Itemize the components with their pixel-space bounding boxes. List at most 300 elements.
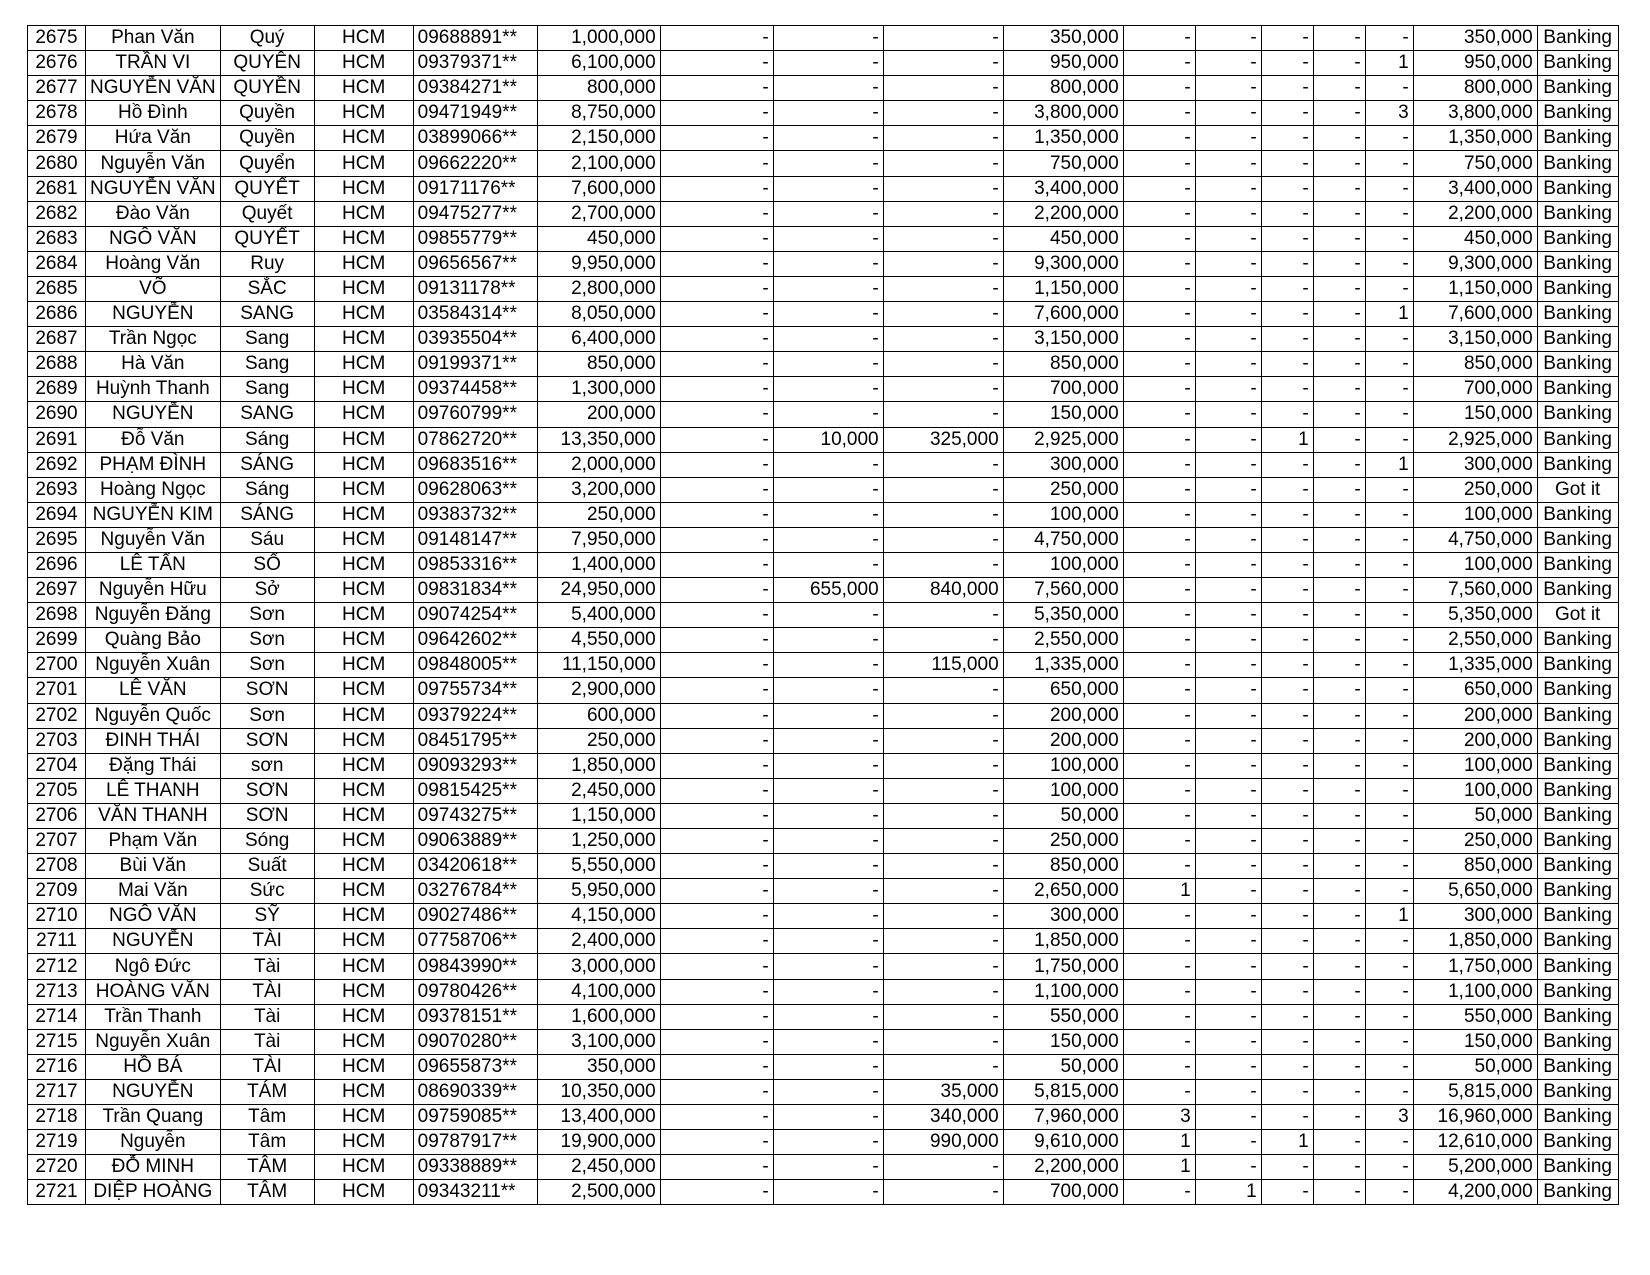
city-cell: HCM bbox=[314, 1105, 413, 1130]
table-row bbox=[28, 854, 1619, 879]
city-cell: HCM bbox=[314, 904, 413, 929]
col-l-cell: - bbox=[1195, 603, 1261, 628]
row-number-cell: 2699 bbox=[28, 628, 86, 653]
col-l-cell: - bbox=[1195, 678, 1261, 703]
col-n-cell: - bbox=[1313, 904, 1365, 929]
phone-cell: 09787917** bbox=[413, 1130, 537, 1155]
total-cell: 150,000 bbox=[1413, 402, 1537, 427]
last-name-cell: NGUYỄN bbox=[86, 1079, 221, 1104]
col-h-cell: - bbox=[773, 1180, 883, 1205]
col-g-cell: - bbox=[660, 251, 773, 276]
amount-cell: 24,950,000 bbox=[537, 578, 660, 603]
row-number-cell: 2696 bbox=[28, 552, 86, 577]
table-row bbox=[28, 151, 1619, 176]
col-m-cell: - bbox=[1261, 1180, 1313, 1205]
payment-method-cell: Banking bbox=[1537, 352, 1618, 377]
col-o-cell: - bbox=[1365, 176, 1413, 201]
col-n-cell: - bbox=[1313, 452, 1365, 477]
phone-cell: 09688891** bbox=[413, 26, 537, 51]
table-row bbox=[28, 904, 1619, 929]
last-name-cell: Nguyễn Hữu bbox=[86, 578, 221, 603]
col-k-cell: - bbox=[1123, 176, 1195, 201]
last-name-cell: TRẦN VI bbox=[86, 51, 221, 76]
total-cell: 2,550,000 bbox=[1413, 628, 1537, 653]
row-number-cell: 2721 bbox=[28, 1180, 86, 1205]
last-name-cell: Quàng Bảo bbox=[86, 628, 221, 653]
col-l-cell: - bbox=[1195, 552, 1261, 577]
last-name-cell: VĂN THANH bbox=[86, 803, 221, 828]
amount-cell: 2,800,000 bbox=[537, 276, 660, 301]
payment-method-cell: Banking bbox=[1537, 703, 1618, 728]
city-cell: HCM bbox=[314, 653, 413, 678]
amount-cell: 250,000 bbox=[537, 728, 660, 753]
col-l-cell: - bbox=[1195, 753, 1261, 778]
col-n-cell: - bbox=[1313, 176, 1365, 201]
phone-cell: 07862720** bbox=[413, 427, 537, 452]
first-name-cell: Sơn bbox=[220, 603, 314, 628]
col-h-cell: - bbox=[773, 1130, 883, 1155]
amount-cell: 2,000,000 bbox=[537, 452, 660, 477]
phone-cell: 03584314** bbox=[413, 302, 537, 327]
col-i-cell: - bbox=[883, 151, 1003, 176]
col-o-cell: - bbox=[1365, 1130, 1413, 1155]
col-n-cell: - bbox=[1313, 778, 1365, 803]
table-row bbox=[28, 879, 1619, 904]
col-l-cell: - bbox=[1195, 377, 1261, 402]
amount-cell: 4,100,000 bbox=[537, 979, 660, 1004]
last-name-cell: LÊ THANH bbox=[86, 778, 221, 803]
payment-method-cell: Banking bbox=[1537, 979, 1618, 1004]
last-name-cell: Trần Quang bbox=[86, 1105, 221, 1130]
subtotal-cell: 9,300,000 bbox=[1003, 251, 1123, 276]
total-cell: 1,150,000 bbox=[1413, 276, 1537, 301]
amount-cell: 450,000 bbox=[537, 226, 660, 251]
first-name-cell: QUYẾT bbox=[220, 226, 314, 251]
col-n-cell: - bbox=[1313, 728, 1365, 753]
amount-cell: 600,000 bbox=[537, 703, 660, 728]
col-g-cell: - bbox=[660, 653, 773, 678]
total-cell: 3,800,000 bbox=[1413, 101, 1537, 126]
col-n-cell: - bbox=[1313, 979, 1365, 1004]
first-name-cell: TÁM bbox=[220, 1079, 314, 1104]
col-i-cell: 340,000 bbox=[883, 1105, 1003, 1130]
table-row bbox=[28, 226, 1619, 251]
payment-method-cell: Banking bbox=[1537, 879, 1618, 904]
col-i-cell: - bbox=[883, 101, 1003, 126]
payment-method-cell: Banking bbox=[1537, 728, 1618, 753]
col-h-cell: - bbox=[773, 76, 883, 101]
col-i-cell: - bbox=[883, 1054, 1003, 1079]
col-l-cell: - bbox=[1195, 302, 1261, 327]
first-name-cell: SÁNG bbox=[220, 452, 314, 477]
row-number-cell: 2677 bbox=[28, 76, 86, 101]
col-h-cell: - bbox=[773, 452, 883, 477]
col-i-cell: 990,000 bbox=[883, 1130, 1003, 1155]
phone-cell: 09027486** bbox=[413, 904, 537, 929]
col-h-cell: - bbox=[773, 854, 883, 879]
amount-cell: 10,350,000 bbox=[537, 1079, 660, 1104]
phone-cell: 09855779** bbox=[413, 226, 537, 251]
col-i-cell: - bbox=[883, 302, 1003, 327]
subtotal-cell: 700,000 bbox=[1003, 1180, 1123, 1205]
amount-cell: 5,400,000 bbox=[537, 603, 660, 628]
col-o-cell: - bbox=[1365, 527, 1413, 552]
col-m-cell: - bbox=[1261, 829, 1313, 854]
city-cell: HCM bbox=[314, 1130, 413, 1155]
col-g-cell: - bbox=[660, 578, 773, 603]
phone-cell: 09683516** bbox=[413, 452, 537, 477]
amount-cell: 5,550,000 bbox=[537, 854, 660, 879]
amount-cell: 2,150,000 bbox=[537, 126, 660, 151]
payment-method-cell: Banking bbox=[1537, 829, 1618, 854]
col-m-cell: - bbox=[1261, 276, 1313, 301]
table-row bbox=[28, 51, 1619, 76]
row-number-cell: 2687 bbox=[28, 327, 86, 352]
row-number-cell: 2691 bbox=[28, 427, 86, 452]
last-name-cell: Hoàng Văn bbox=[86, 251, 221, 276]
total-cell: 1,335,000 bbox=[1413, 653, 1537, 678]
total-cell: 100,000 bbox=[1413, 753, 1537, 778]
col-o-cell: - bbox=[1365, 552, 1413, 577]
table-row bbox=[28, 778, 1619, 803]
first-name-cell: SẮC bbox=[220, 276, 314, 301]
row-number-cell: 2702 bbox=[28, 703, 86, 728]
col-i-cell: - bbox=[883, 226, 1003, 251]
city-cell: HCM bbox=[314, 402, 413, 427]
col-l-cell: - bbox=[1195, 979, 1261, 1004]
col-l-cell: - bbox=[1195, 578, 1261, 603]
col-n-cell: - bbox=[1313, 829, 1365, 854]
col-g-cell: - bbox=[660, 603, 773, 628]
phone-cell: 09070280** bbox=[413, 1029, 537, 1054]
last-name-cell: Đào Văn bbox=[86, 201, 221, 226]
col-i-cell: - bbox=[883, 477, 1003, 502]
first-name-cell: Tài bbox=[220, 954, 314, 979]
phone-cell: 09471949** bbox=[413, 101, 537, 126]
col-n-cell: - bbox=[1313, 803, 1365, 828]
col-i-cell: - bbox=[883, 628, 1003, 653]
first-name-cell: SƠN bbox=[220, 803, 314, 828]
col-o-cell: - bbox=[1365, 1180, 1413, 1205]
city-cell: HCM bbox=[314, 1054, 413, 1079]
last-name-cell: HỒ BÁ bbox=[86, 1054, 221, 1079]
col-i-cell: - bbox=[883, 728, 1003, 753]
subtotal-cell: 2,200,000 bbox=[1003, 1155, 1123, 1180]
last-name-cell: Ngô Đức bbox=[86, 954, 221, 979]
col-i-cell: - bbox=[883, 552, 1003, 577]
total-cell: 200,000 bbox=[1413, 703, 1537, 728]
total-cell: 350,000 bbox=[1413, 26, 1537, 51]
subtotal-cell: 2,925,000 bbox=[1003, 427, 1123, 452]
last-name-cell: NGUYỄN bbox=[86, 402, 221, 427]
col-h-cell: - bbox=[773, 1054, 883, 1079]
amount-cell: 6,100,000 bbox=[537, 51, 660, 76]
city-cell: HCM bbox=[314, 276, 413, 301]
col-l-cell: - bbox=[1195, 703, 1261, 728]
first-name-cell: Quyền bbox=[220, 126, 314, 151]
col-g-cell: - bbox=[660, 1029, 773, 1054]
subtotal-cell: 100,000 bbox=[1003, 753, 1123, 778]
table-row bbox=[28, 678, 1619, 703]
col-n-cell: - bbox=[1313, 151, 1365, 176]
payment-method-cell: Banking bbox=[1537, 1079, 1618, 1104]
payment-method-cell: Banking bbox=[1537, 427, 1618, 452]
row-number-cell: 2690 bbox=[28, 402, 86, 427]
last-name-cell: VÕ bbox=[86, 276, 221, 301]
table-row bbox=[28, 628, 1619, 653]
col-g-cell: - bbox=[660, 427, 773, 452]
col-m-cell: - bbox=[1261, 527, 1313, 552]
col-i-cell: - bbox=[883, 979, 1003, 1004]
first-name-cell: Sơn bbox=[220, 703, 314, 728]
col-m-cell: - bbox=[1261, 226, 1313, 251]
first-name-cell: Sáng bbox=[220, 427, 314, 452]
col-n-cell: - bbox=[1313, 226, 1365, 251]
col-l-cell: - bbox=[1195, 628, 1261, 653]
payment-method-cell: Banking bbox=[1537, 578, 1618, 603]
col-o-cell: - bbox=[1365, 126, 1413, 151]
row-number-cell: 2681 bbox=[28, 176, 86, 201]
col-h-cell: - bbox=[773, 603, 883, 628]
table-row bbox=[28, 1105, 1619, 1130]
col-k-cell: - bbox=[1123, 502, 1195, 527]
col-g-cell: - bbox=[660, 854, 773, 879]
row-number-cell: 2700 bbox=[28, 653, 86, 678]
col-k-cell: - bbox=[1123, 1054, 1195, 1079]
col-g-cell: - bbox=[660, 879, 773, 904]
col-n-cell: - bbox=[1313, 1029, 1365, 1054]
col-k-cell: - bbox=[1123, 477, 1195, 502]
row-number-cell: 2709 bbox=[28, 879, 86, 904]
col-k-cell: - bbox=[1123, 854, 1195, 879]
payment-method-cell: Banking bbox=[1537, 1105, 1618, 1130]
payment-method-cell: Banking bbox=[1537, 1180, 1618, 1205]
phone-cell: 09853316** bbox=[413, 552, 537, 577]
city-cell: HCM bbox=[314, 1004, 413, 1029]
subtotal-cell: 9,610,000 bbox=[1003, 1130, 1123, 1155]
subtotal-cell: 250,000 bbox=[1003, 829, 1123, 854]
col-l-cell: - bbox=[1195, 1004, 1261, 1029]
first-name-cell: Sang bbox=[220, 352, 314, 377]
amount-cell: 3,200,000 bbox=[537, 477, 660, 502]
col-g-cell: - bbox=[660, 929, 773, 954]
amount-cell: 2,100,000 bbox=[537, 151, 660, 176]
col-l-cell: - bbox=[1195, 452, 1261, 477]
col-i-cell: - bbox=[883, 954, 1003, 979]
col-n-cell: - bbox=[1313, 101, 1365, 126]
city-cell: HCM bbox=[314, 703, 413, 728]
col-l-cell: - bbox=[1195, 427, 1261, 452]
col-i-cell: - bbox=[883, 879, 1003, 904]
amount-cell: 8,750,000 bbox=[537, 101, 660, 126]
col-n-cell: - bbox=[1313, 352, 1365, 377]
col-l-cell: - bbox=[1195, 176, 1261, 201]
col-i-cell: - bbox=[883, 201, 1003, 226]
total-cell: 3,150,000 bbox=[1413, 327, 1537, 352]
col-i-cell: - bbox=[883, 778, 1003, 803]
amount-cell: 200,000 bbox=[537, 402, 660, 427]
col-i-cell: - bbox=[883, 452, 1003, 477]
col-l-cell: - bbox=[1195, 829, 1261, 854]
last-name-cell: Nguyễn Xuân bbox=[86, 1029, 221, 1054]
payment-method-cell: Banking bbox=[1537, 803, 1618, 828]
table-row bbox=[28, 452, 1619, 477]
col-k-cell: - bbox=[1123, 251, 1195, 276]
city-cell: HCM bbox=[314, 803, 413, 828]
last-name-cell: Huỳnh Thanh bbox=[86, 377, 221, 402]
payment-method-cell: Banking bbox=[1537, 302, 1618, 327]
col-n-cell: - bbox=[1313, 251, 1365, 276]
row-number-cell: 2679 bbox=[28, 126, 86, 151]
col-m-cell: - bbox=[1261, 1079, 1313, 1104]
col-n-cell: - bbox=[1313, 954, 1365, 979]
col-k-cell: - bbox=[1123, 302, 1195, 327]
col-n-cell: - bbox=[1313, 1130, 1365, 1155]
payment-method-cell: Banking bbox=[1537, 1130, 1618, 1155]
subtotal-cell: 7,600,000 bbox=[1003, 302, 1123, 327]
amount-cell: 850,000 bbox=[537, 352, 660, 377]
col-n-cell: - bbox=[1313, 76, 1365, 101]
col-m-cell: - bbox=[1261, 26, 1313, 51]
col-l-cell: - bbox=[1195, 904, 1261, 929]
col-o-cell: 1 bbox=[1365, 452, 1413, 477]
col-o-cell: - bbox=[1365, 201, 1413, 226]
phone-cell: 09848005** bbox=[413, 653, 537, 678]
col-l-cell: 1 bbox=[1195, 1180, 1261, 1205]
col-k-cell: - bbox=[1123, 904, 1195, 929]
col-h-cell: - bbox=[773, 1079, 883, 1104]
table-row bbox=[28, 753, 1619, 778]
col-i-cell: 35,000 bbox=[883, 1079, 1003, 1104]
total-cell: 850,000 bbox=[1413, 854, 1537, 879]
table-row bbox=[28, 176, 1619, 201]
col-h-cell: - bbox=[773, 276, 883, 301]
col-g-cell: - bbox=[660, 1105, 773, 1130]
total-cell: 50,000 bbox=[1413, 1054, 1537, 1079]
payment-method-cell: Banking bbox=[1537, 552, 1618, 577]
phone-cell: 09343211** bbox=[413, 1180, 537, 1205]
col-h-cell: - bbox=[773, 377, 883, 402]
col-k-cell: - bbox=[1123, 452, 1195, 477]
subtotal-cell: 350,000 bbox=[1003, 26, 1123, 51]
first-name-cell: Sở bbox=[220, 578, 314, 603]
col-k-cell: - bbox=[1123, 1029, 1195, 1054]
first-name-cell: SỸ bbox=[220, 904, 314, 929]
col-o-cell: - bbox=[1365, 26, 1413, 51]
last-name-cell: Bùi Văn bbox=[86, 854, 221, 879]
col-m-cell: - bbox=[1261, 979, 1313, 1004]
col-m-cell: - bbox=[1261, 603, 1313, 628]
subtotal-cell: 1,750,000 bbox=[1003, 954, 1123, 979]
col-l-cell: - bbox=[1195, 527, 1261, 552]
col-i-cell: - bbox=[883, 26, 1003, 51]
col-n-cell: - bbox=[1313, 51, 1365, 76]
phone-cell: 09475277** bbox=[413, 201, 537, 226]
col-k-cell: - bbox=[1123, 753, 1195, 778]
table-row bbox=[28, 402, 1619, 427]
col-o-cell: - bbox=[1365, 628, 1413, 653]
col-l-cell: - bbox=[1195, 76, 1261, 101]
table-row bbox=[28, 327, 1619, 352]
col-k-cell: 3 bbox=[1123, 1105, 1195, 1130]
amount-cell: 13,350,000 bbox=[537, 427, 660, 452]
col-m-cell: - bbox=[1261, 377, 1313, 402]
col-o-cell: - bbox=[1365, 803, 1413, 828]
col-i-cell: - bbox=[883, 276, 1003, 301]
payment-method-cell: Got it bbox=[1537, 603, 1618, 628]
col-g-cell: - bbox=[660, 226, 773, 251]
col-o-cell: - bbox=[1365, 653, 1413, 678]
phone-cell: 09074254** bbox=[413, 603, 537, 628]
payment-method-cell: Banking bbox=[1537, 954, 1618, 979]
col-m-cell: - bbox=[1261, 101, 1313, 126]
city-cell: HCM bbox=[314, 51, 413, 76]
col-h-cell: - bbox=[773, 778, 883, 803]
city-cell: HCM bbox=[314, 176, 413, 201]
col-o-cell: - bbox=[1365, 1029, 1413, 1054]
col-n-cell: - bbox=[1313, 126, 1365, 151]
col-m-cell: 1 bbox=[1261, 427, 1313, 452]
col-n-cell: - bbox=[1313, 1155, 1365, 1180]
row-number-cell: 2684 bbox=[28, 251, 86, 276]
records-table bbox=[27, 25, 1619, 1205]
col-k-cell: - bbox=[1123, 603, 1195, 628]
table-row bbox=[28, 276, 1619, 301]
phone-cell: 09628063** bbox=[413, 477, 537, 502]
col-n-cell: - bbox=[1313, 929, 1365, 954]
table-row bbox=[28, 377, 1619, 402]
row-number-cell: 2707 bbox=[28, 829, 86, 854]
col-m-cell: - bbox=[1261, 502, 1313, 527]
row-number-cell: 2697 bbox=[28, 578, 86, 603]
total-cell: 5,815,000 bbox=[1413, 1079, 1537, 1104]
col-g-cell: - bbox=[660, 126, 773, 151]
payment-method-cell: Banking bbox=[1537, 1155, 1618, 1180]
table-row bbox=[28, 352, 1619, 377]
total-cell: 250,000 bbox=[1413, 829, 1537, 854]
phone-cell: 09093293** bbox=[413, 753, 537, 778]
phone-cell: 09171176** bbox=[413, 176, 537, 201]
subtotal-cell: 750,000 bbox=[1003, 151, 1123, 176]
col-h-cell: - bbox=[773, 829, 883, 854]
col-m-cell: - bbox=[1261, 402, 1313, 427]
first-name-cell: sơn bbox=[220, 753, 314, 778]
subtotal-cell: 200,000 bbox=[1003, 703, 1123, 728]
col-g-cell: - bbox=[660, 402, 773, 427]
subtotal-cell: 950,000 bbox=[1003, 51, 1123, 76]
amount-cell: 1,400,000 bbox=[537, 552, 660, 577]
col-l-cell: - bbox=[1195, 929, 1261, 954]
col-i-cell: 115,000 bbox=[883, 653, 1003, 678]
table-row bbox=[28, 1180, 1619, 1205]
col-m-cell: 1 bbox=[1261, 1130, 1313, 1155]
col-o-cell: - bbox=[1365, 352, 1413, 377]
city-cell: HCM bbox=[314, 302, 413, 327]
first-name-cell: QUYẾT bbox=[220, 176, 314, 201]
first-name-cell: Sang bbox=[220, 377, 314, 402]
table-body bbox=[28, 26, 1619, 1205]
total-cell: 100,000 bbox=[1413, 552, 1537, 577]
col-k-cell: 1 bbox=[1123, 1130, 1195, 1155]
col-m-cell: - bbox=[1261, 51, 1313, 76]
first-name-cell: Sáu bbox=[220, 527, 314, 552]
last-name-cell: Nguyễn Xuân bbox=[86, 653, 221, 678]
first-name-cell: TÂM bbox=[220, 1180, 314, 1205]
subtotal-cell: 250,000 bbox=[1003, 477, 1123, 502]
col-h-cell: - bbox=[773, 527, 883, 552]
total-cell: 150,000 bbox=[1413, 1029, 1537, 1054]
subtotal-cell: 450,000 bbox=[1003, 226, 1123, 251]
